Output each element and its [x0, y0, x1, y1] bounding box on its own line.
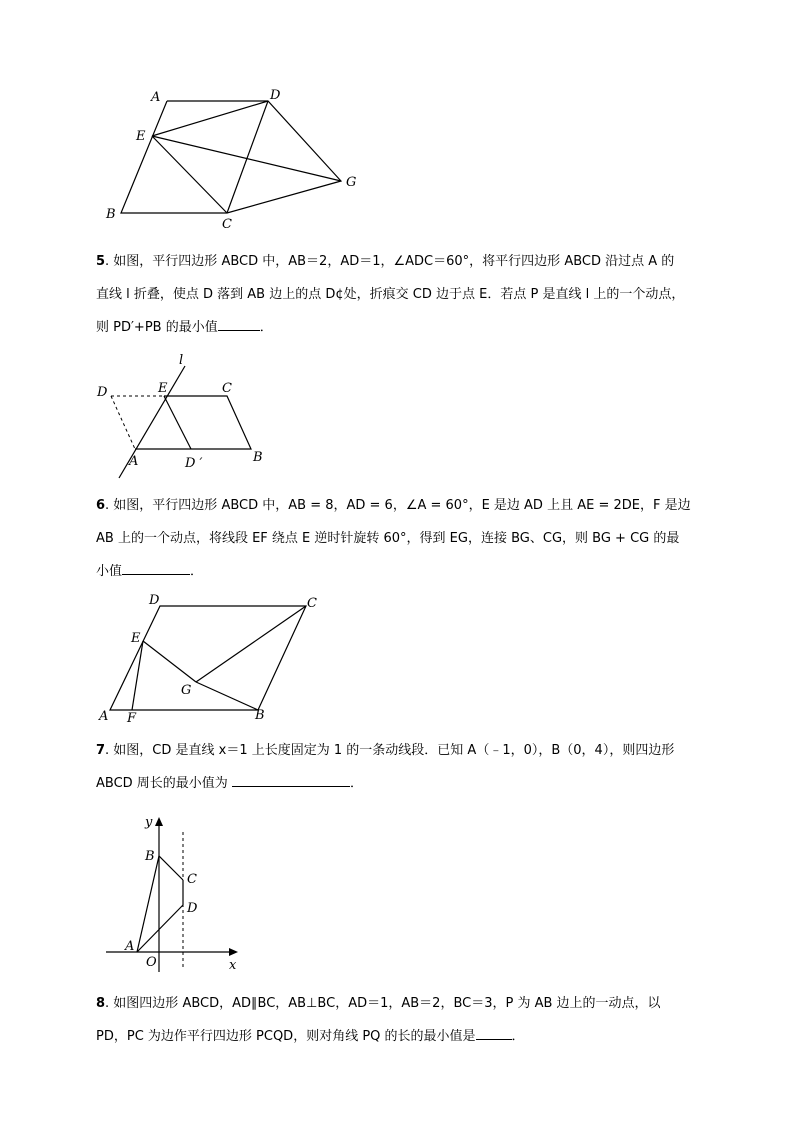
label-B: B	[253, 450, 263, 465]
y-axis-arrow	[155, 817, 163, 826]
label-G: G	[181, 683, 192, 698]
problem-5-line2: 直线 l 折叠，使点 D 落到 AB 边上的点 D¢处，折痕交 CD 边于点 E．若点 P 是直线 l 上的一个动点，	[96, 287, 685, 302]
segment-AD	[137, 905, 183, 952]
problem-6	[96, 489, 716, 588]
problem-7	[96, 734, 716, 800]
problem-8-line1	[96, 987, 716, 1020]
label-A: A	[125, 939, 135, 954]
dashed-DA	[111, 396, 135, 449]
segment-GC	[196, 606, 306, 682]
figure-problem4	[100, 85, 370, 235]
answer-blank[interactable]	[218, 318, 260, 331]
outline-polygon	[121, 101, 341, 213]
problem-6-line3: 小值 ．	[96, 564, 204, 579]
label-y: y	[145, 815, 153, 830]
problem-number: 7	[96, 743, 106, 758]
problem-6-line2: AB 上的一个动点，将线段 EF 绕点 E 逆时针旋转 60°，得到 EG，连接 BG、CG，则 BG + CG 的最	[96, 531, 680, 546]
label-D-prime: D ′	[185, 456, 203, 471]
problem-number: 8	[96, 996, 106, 1011]
segment-EG	[143, 641, 196, 682]
label-D: D	[270, 88, 281, 103]
label-A: A	[99, 709, 109, 724]
label-E: E	[158, 381, 168, 396]
problem-6-line1	[96, 489, 716, 522]
label-C: C	[307, 596, 317, 611]
answer-blank[interactable]	[232, 774, 350, 787]
label-D: D	[149, 593, 160, 608]
figure-problem5	[96, 350, 271, 485]
label-D: D	[187, 901, 198, 916]
label-A: A	[151, 90, 161, 105]
segments-ABC	[137, 856, 183, 952]
segment-ED	[152, 101, 268, 136]
problem-text: . 如图四边形 ABCD，AD∥BC，AB⊥BC，AD＝1，AB＝2，BC＝3，P 为 AB 边上的一动点，以	[105, 996, 661, 1011]
segment-EC	[152, 136, 227, 213]
problem-text: . 如图，CD 是直线 x＝1 上长度固定为 1 的一条动线段．已知 A（﹣1，0），B（0，4），则四边形	[105, 743, 675, 758]
label-C: C	[222, 381, 232, 396]
figure-problem7	[104, 812, 244, 974]
x-axis-arrow	[229, 948, 238, 956]
problem-5	[96, 245, 716, 344]
problem-5-line1	[96, 245, 716, 278]
problem-7-line2: ABCD 周长的最小值为 ．	[96, 776, 363, 791]
parallelogram-ABCD	[110, 606, 306, 710]
problem-8	[96, 987, 716, 1053]
label-E: E	[136, 129, 146, 144]
label-C: C	[222, 217, 232, 232]
answer-blank[interactable]	[476, 1027, 512, 1040]
segment-GB	[196, 682, 258, 710]
label-B: B	[106, 207, 116, 222]
problem-7-line1	[96, 734, 716, 767]
answer-blank[interactable]	[122, 562, 190, 575]
problem-number: 5	[96, 254, 106, 269]
figure-problem6-svg	[98, 590, 323, 725]
segment-ED-prime	[164, 396, 191, 449]
label-B: B	[145, 849, 155, 864]
label-C: C	[187, 872, 197, 887]
label-l: l	[179, 353, 184, 368]
label-D: D	[97, 385, 108, 400]
problem-text: . 如图，平行四边形 ABCD 中，AB = 8，AD = 6，∠A = 60°，E 是边 AD 上且 AE = 2DE，F 是边	[105, 498, 691, 513]
figure-problem4-svg	[100, 85, 370, 235]
problem-text: . 如图，平行四边形 ABCD 中，AB＝2，AD＝1，∠ADC＝60°，将平行四边形 ABCD 沿过点 A 的	[105, 254, 675, 269]
figure-problem7-svg	[104, 812, 244, 974]
label-E: E	[131, 631, 141, 646]
segment-DC	[227, 101, 268, 213]
segment-EF	[132, 641, 143, 710]
label-F: F	[127, 711, 137, 726]
problem-5-line3: 则 PD′+PB 的最小值 ．	[96, 320, 273, 335]
label-O: O	[146, 955, 157, 970]
problem-8-line2: PD，PC 为边作平行四边形 PCQD，则对角线 PQ 的长的最小值是 ．	[96, 1029, 525, 1044]
label-A: A	[129, 454, 139, 469]
figure-problem5-svg	[96, 350, 271, 485]
figure-problem6	[98, 590, 323, 725]
problem-number: 6	[96, 498, 106, 513]
label-x: x	[229, 958, 237, 973]
label-B: B	[255, 708, 265, 723]
label-G: G	[346, 175, 357, 190]
